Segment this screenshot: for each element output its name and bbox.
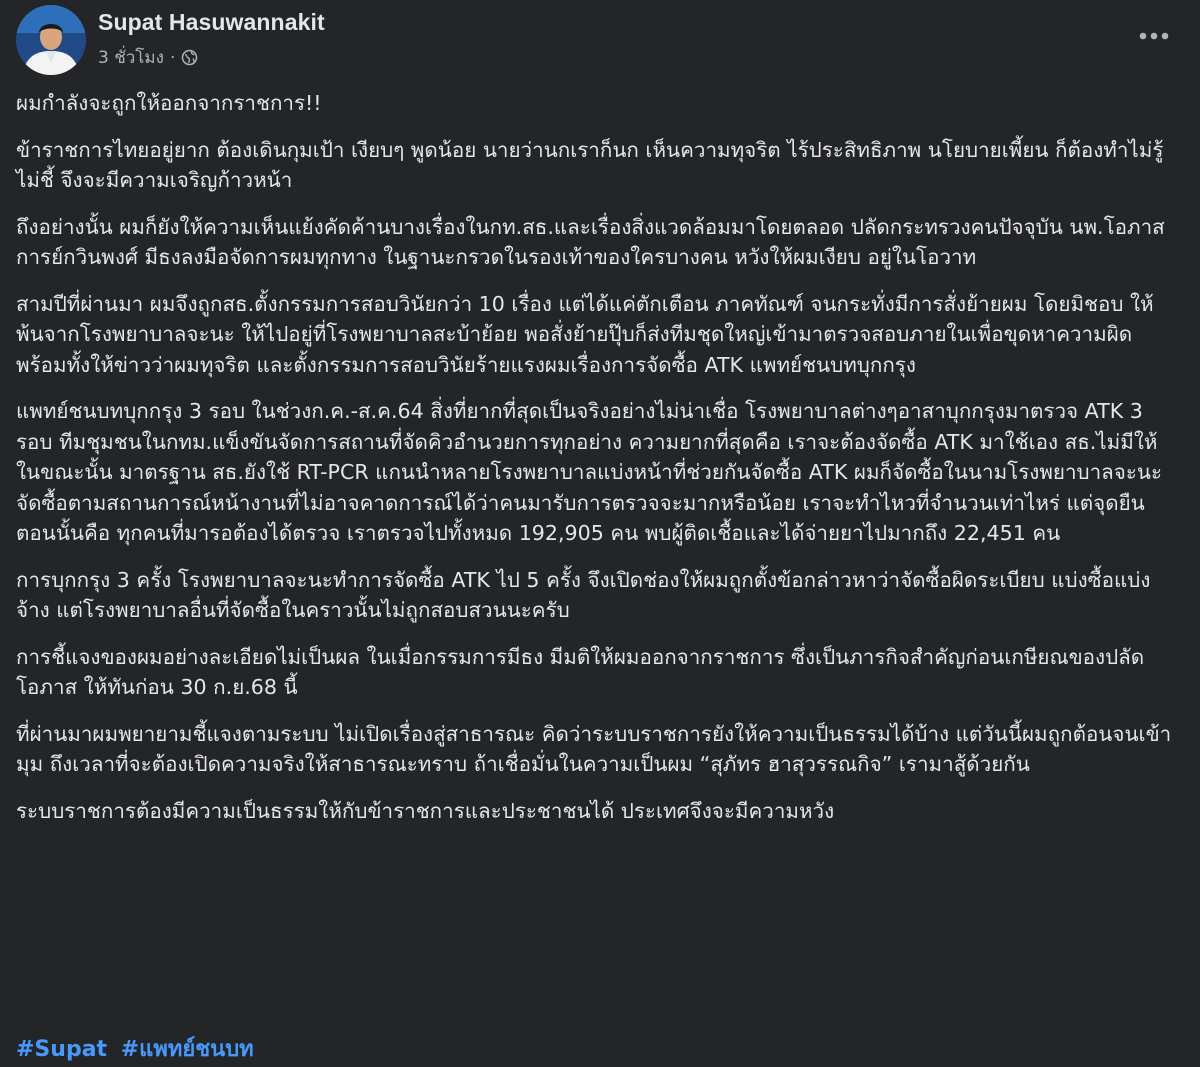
author-name[interactable]: Supat Hasuwannakit (98, 9, 325, 35)
post-paragraph: ข้าราชการไทยอยู่ยาก ต้องเดินกุมเป้า เงียบๆ พูดน้อย นายว่านกเราก็นก เห็นความทุจริต ไร้ประสิทธิภาพ นโยบายเพี้ยน ก็ต้องทำไม่รู้ไม่ชี้ จึงจะมีความเจริญก้าวหน้า (16, 137, 1164, 192)
more-options-button[interactable] (1134, 18, 1174, 54)
post-paragraph: การชี้แจงของผมอย่างละเอียดไม่เป็นผล ในเมื่อกรรมการมีธง มีมติให้ผมออกจากราชการ ซึ่งเป็นภารกิจสำคัญก่อนเกษียณของปลัดโอภาส ให้ทันก่อน 30 ก.ย.68 นี้ (16, 644, 1145, 699)
post-paragraph: สามปีที่ผ่านมา ผมจึงถูกสธ.ตั้งกรรมการสอบวินัยกว่า 10 เรื่อง แต่ได้แค่ตักเตือน ภาคทัณฑ์ จนกระทั่งมีการสั่งย้ายผม โดยมิชอบ ให้พ้นจากโรงพยาบาลจะนะ ให้ไปอยู่ที่โรงพยาบาลสะบ้าย้อย พอสั่งย้ายปุ๊บก็ส่งทีมชุดใหญ่เข้ามาตรวจสอบภายในเพื่อขุดหาความผิด พร้อมทั้งให้ข่าวว่าผมทุจริต และตั้งกรรมการสอบวินัยร้ายแรงผมเรื่องการจัดซื้อ ATK แพทย์ชนบทบุกกรุง (16, 291, 1154, 377)
post-paragraph: ถึงอย่างนั้น ผมก็ยังให้ความเห็นแย้งคัดค้านบางเรื่องในกท.สธ.และเรื่องสิ่งแวดล้อมมาโดยตลอด ปลัดกระทรวงคนปัจจุบัน นพ.โอภาส การย์กวินพงศ์ มีธงลงมือจัดการผมทุกทาง ในฐานะกรวดในรองเท้าของใครบางคน หวังให้ผมเงียบ อยู่ในโอวาท (16, 214, 1165, 269)
post-body (16, 88, 1181, 842)
more-horizontal-icon (1139, 32, 1169, 40)
hashtag-link[interactable]: #Supat (16, 1037, 108, 1062)
post-paragraph: แพทย์ชนบทบุกกรุง 3 รอบ ในช่วงก.ค.-ส.ค.64 สิ่งที่ยากที่สุดเป็นจริงอย่างไม่น่าเชื่อ โรงพยาบาลต่างๆอาสาบุกกรุงมาตรวจ ATK 3 รอบ ทีมชุมชนในกทม.แข็งขันจัดการสถานที่จัดคิวอำนวยการทุกอย่าง ความยากที่สุดคือ เราจะต้องจัดซื้อ ATK มาใช้เอง สธ.ไม่มีให้ ในขณะนั้น มาตรฐาน สธ.ยังใช้ RT-PCR แกนนำหลายโรงพยาบาลแบ่งหน้าที่ช่วยกันจัดซื้อ ATK ผมก็จัดซื้อในนามโรงพยาบาลจะนะ จัดซื้อตามสถานการณ์หน้างานที่ไม่อาจคาดการณ์ได้ว่าคนมารับการตรวจจะมากหรือน้อย เราจะทำไหวที่จำนวนเท่าไหร่ แต่จุดยืนตอนนั้นคือ ทุกคนที่มารอต้องได้ตรวจ เราตรวจไปทั้งหมด 192,905 คน พบผู้ติดเชื้อและได้จ่ายยาไปมากถึง 22,451 คน (16, 399, 1163, 545)
post-timestamp[interactable]: 3 ชั่วโมง (98, 48, 164, 68)
hashtag-link[interactable]: #แพทย์ชนบท (120, 1037, 254, 1062)
post-header (16, 4, 325, 76)
post-subline (98, 44, 325, 71)
hashtag-list (16, 1031, 260, 1066)
post-meta (98, 9, 325, 71)
post-paragraph: การบุกกรุง 3 ครั้ง โรงพยาบาลจะนะทำการจัดซื้อ ATK ไป 5 ครั้ง จึงเปิดช่องให้ผมถูกตั้งข้อกล่าวหาว่าจัดซื้อผิดระเบียบ แบ่งซื้อแบ่งจ้าง แต่โรงพยาบาลอื่นที่จัดซื้อในคราวนั้นไม่ถูกสอบสวนนะครับ (16, 567, 1151, 622)
post-paragraph: ระบบราชการต้องมีความเป็นธรรมให้กับข้าราชการและประชาชนได้ ประเทศจึงจะมีความหวัง (16, 798, 835, 823)
post-paragraph: ผมกำลังจะถูกให้ออกจากราชการ!! (16, 91, 322, 115)
profile-photo (16, 5, 86, 75)
separator-dot: · (169, 47, 176, 68)
globe-icon[interactable] (181, 49, 198, 66)
avatar[interactable] (16, 5, 86, 75)
post-paragraph: ที่ผ่านมาผมพยายามชี้แจงตามระบบ ไม่เปิดเรื่องสู่สาธารณะ คิดว่าระบบราชการยังให้ความเป็นธรรมได้บ้าง แต่วันนี้ผมถูกต้อนจนเข้ามุม ถึงเวลาที่จะต้องเปิดความจริงให้สาธารณะทราบ ถ้าเชื่อมั่นในความเป็นผม “สุภัทร ฮาสุวรรณกิจ” เรามาสู้ด้วยกัน (16, 721, 1172, 776)
